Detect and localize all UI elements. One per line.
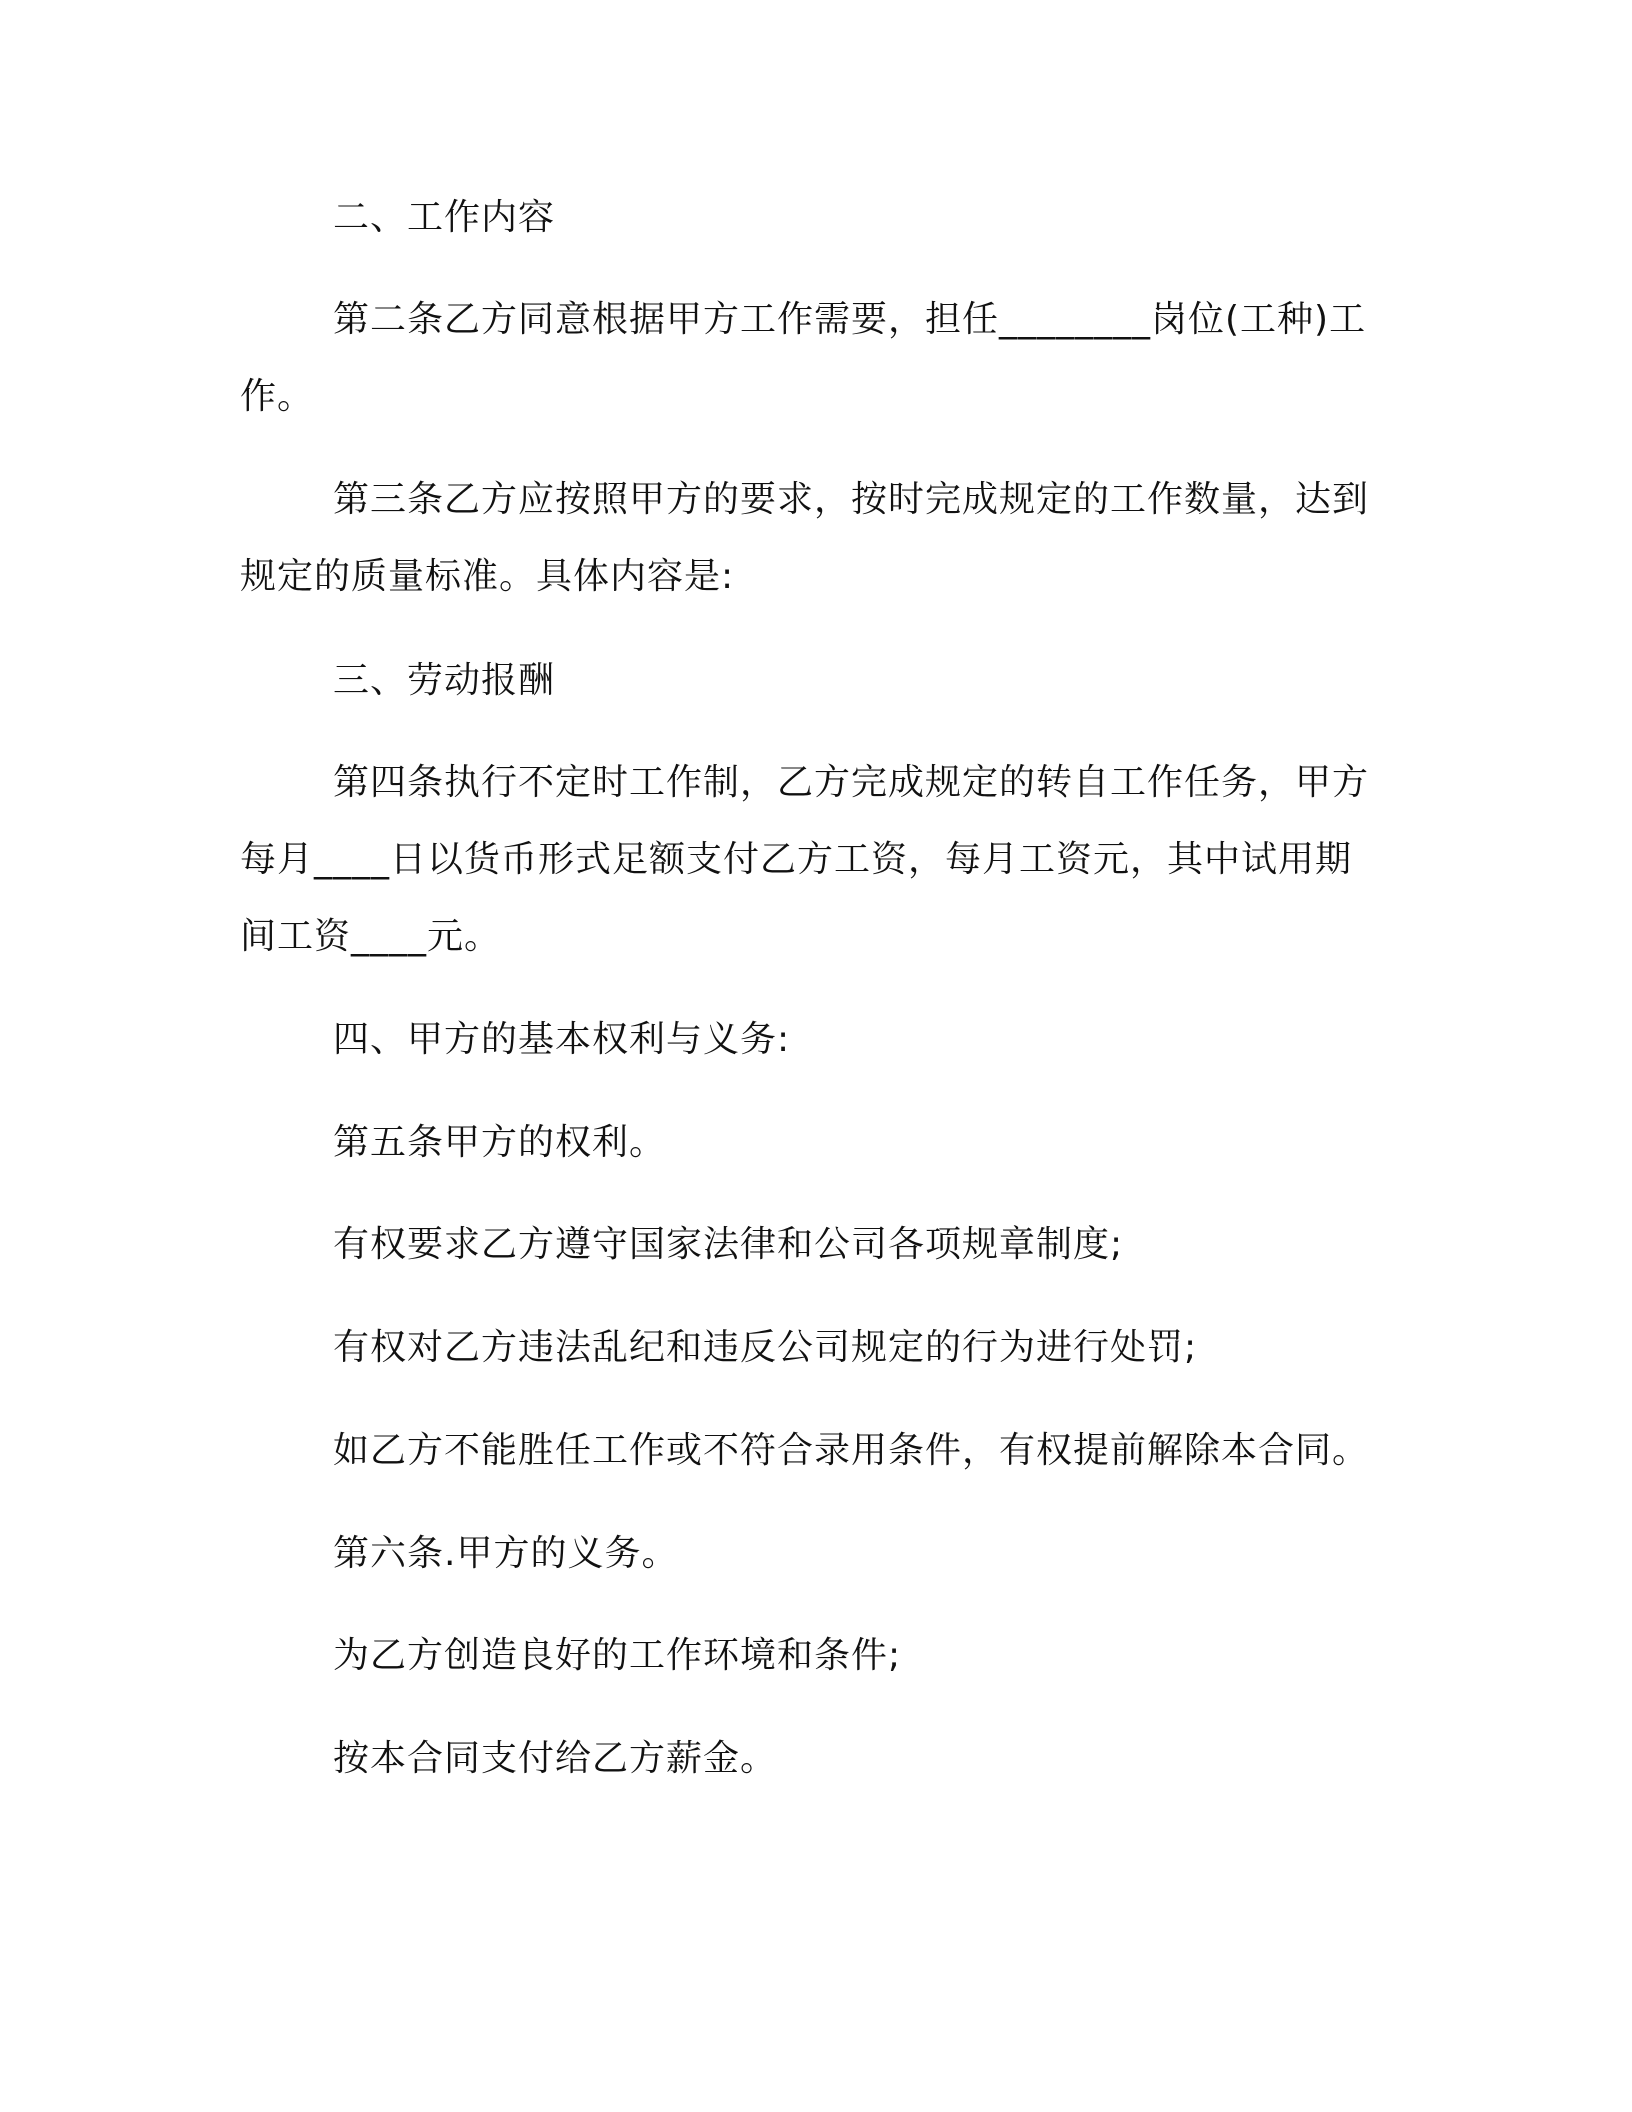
article-3-line-2: 规定的质量标准。具体内容是: xyxy=(240,556,735,597)
section-heading-party-a-rights: 四、甲方的基本权利与义务: xyxy=(333,1019,791,1060)
article-4-line-1: 第四条执行不定时工作制，乙方完成规定的转自工作任务，甲方 xyxy=(333,762,1370,803)
article-5-item-3: 如乙方不能胜任工作或不符合录用条件，有权提前解除本合同。 xyxy=(333,1430,1370,1471)
article-5-heading: 第五条甲方的权利。 xyxy=(333,1122,667,1163)
article-2-line-1: 第二条乙方同意根据甲方工作需要，担任________岗位(工种)工 xyxy=(333,299,1367,340)
article-4-line-3: 间工资____元。 xyxy=(240,916,502,957)
article-6-item-2: 按本合同支付给乙方薪金。 xyxy=(333,1738,778,1779)
article-3-line-1: 第三条乙方应按照甲方的要求，按时完成规定的工作数量，达到 xyxy=(333,479,1370,520)
article-6-item-1: 为乙方创造良好的工作环境和条件; xyxy=(333,1635,902,1676)
article-6-heading: 第六条.甲方的义务。 xyxy=(333,1533,679,1574)
article-4-line-2: 每月____日以货币形式足额支付乙方工资，每月工资元，其中试用期 xyxy=(240,839,1353,880)
article-5-item-2: 有权对乙方违法乱纪和违反公司规定的行为进行处罚; xyxy=(333,1327,1198,1368)
article-2-line-2: 作。 xyxy=(240,376,315,417)
section-heading-work-content: 二、工作内容 xyxy=(333,197,556,238)
section-heading-remuneration: 三、劳动报酬 xyxy=(333,660,556,701)
article-5-item-1: 有权要求乙方遵守国家法律和公司各项规章制度; xyxy=(333,1224,1124,1265)
